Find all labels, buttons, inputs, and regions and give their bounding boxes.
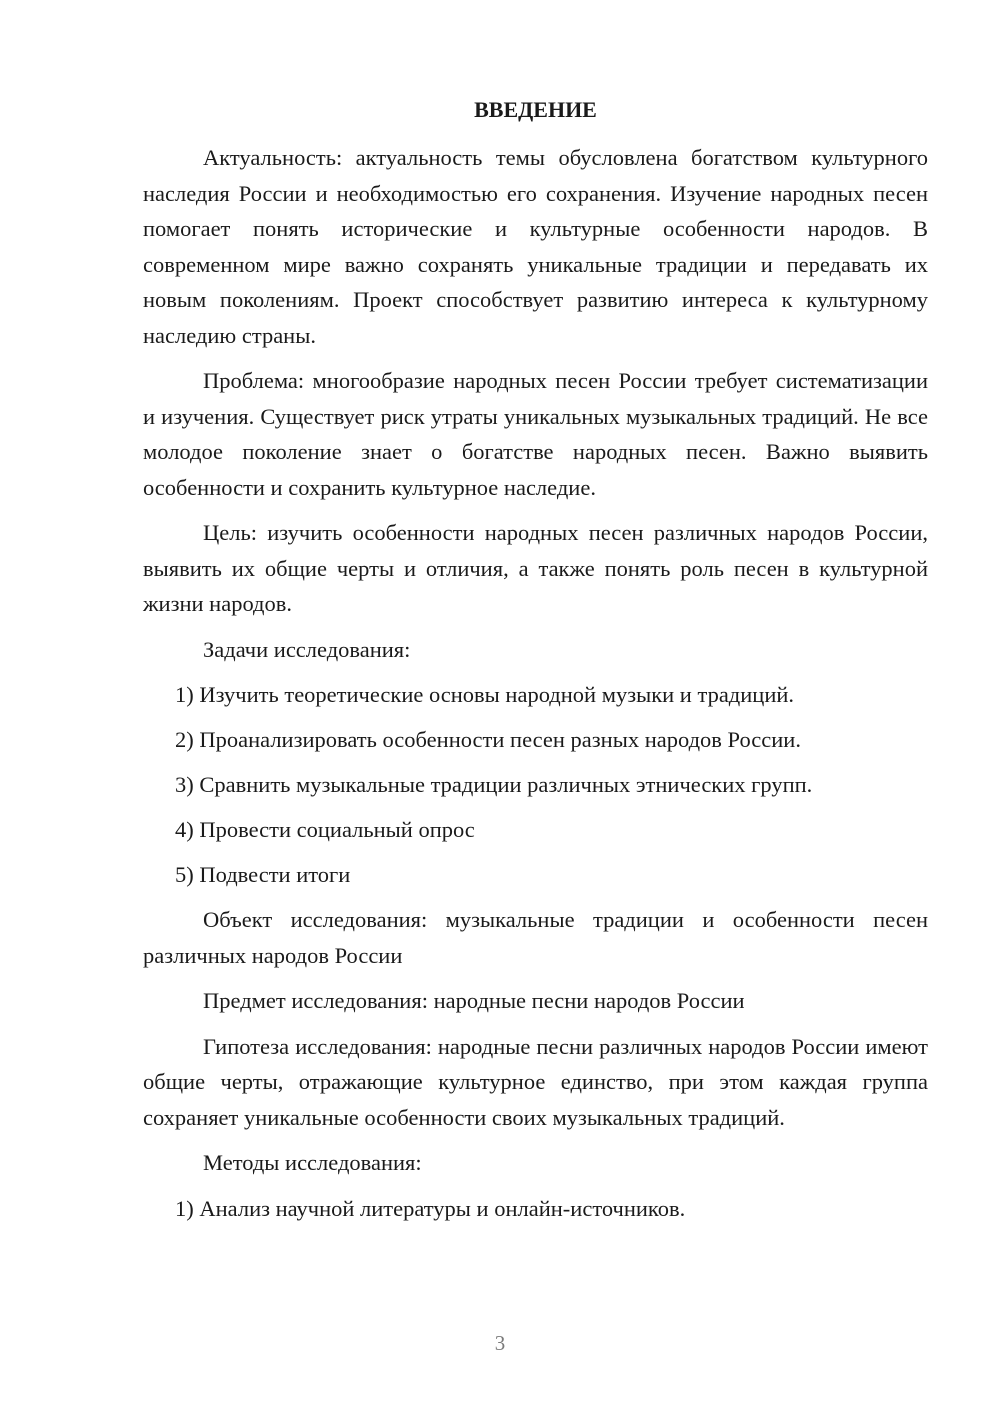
list-item: 1) Анализ научной литературы и онлайн-источников. (175, 1195, 686, 1221)
list-item: 2) Проанализировать особенности песен разных народов России. (175, 727, 801, 752)
page-title: ВВЕДЕНИЕ (474, 97, 597, 122)
tasks-heading: Задачи исследования: (203, 636, 411, 662)
relevance-paragraph: Актуальность: актуальность темы обусловлена богатством культурного наследия России и необходимостью его сохранения. Изучение народных песен помогает понять исторические и культурные особенности народов. В современном мире важно сохранять уникальные традиции и передавать их новым поколениям. Проект способствует развитию интереса к культурному наследию страны. (143, 145, 928, 348)
list-item: 1) Изучить теоретические основы народной музыки и традиций. (175, 682, 795, 707)
methods-heading: Методы исследования: (203, 1150, 422, 1175)
page-content (143, 92, 928, 1236)
list-item: 3) Сравнить музыкальные традиции различных этнических групп. (175, 772, 813, 797)
page-number: 3 (494, 1331, 506, 1355)
goal-paragraph: Цель: изучить особенности народных песен различных народов России, выявить их общие черты и отличия, а также понять роль песен в культурной жизни народов. (143, 520, 928, 616)
list-item: 4) Провести социальный опрос (175, 817, 475, 842)
tasks-list (143, 677, 928, 893)
object-paragraph: Объект исследования: музыкальные традиции и особенности песен различных народов России (143, 907, 928, 968)
methods-list (143, 1191, 928, 1227)
hypothesis-paragraph: Гипотеза исследования: народные песни различных народов России имеют общие черты, отражающие культурное единство, при этом каждая группа сохраняет уникальные особенности своих музыкальных традиций. (143, 1033, 928, 1130)
problem-paragraph: Проблема: многообразие народных песен России требует систематизации и изучения. Существует риск утраты уникальных музыкальных традиций. Не все молодое поколение знает о богатстве народных песен. Важно выявить особенности и сохранить культурное наследие. (143, 368, 928, 500)
list-item: 5) Подвести итоги (175, 862, 351, 887)
subject-paragraph: Предмет исследования: народные песни народов России (203, 988, 745, 1013)
